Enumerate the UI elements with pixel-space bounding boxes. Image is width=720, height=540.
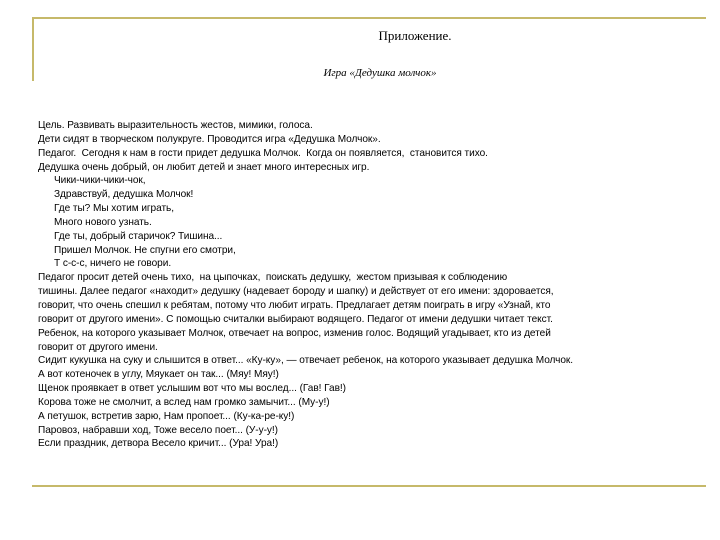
- page-title: Приложение.: [378, 28, 452, 43]
- text-line: Педагог просит детей очень тихо, на цыпочках, поискать дедушку, жестом призывая к соблюдению: [38, 272, 508, 284]
- text-line: говорит от другого имени.: [38, 341, 158, 353]
- text-line: Дети сидят в творческом полукруге. Проводится игра «Дедушка Молчок».: [38, 133, 381, 145]
- page-subtitle: Игра «Дедушка молчок»: [323, 67, 437, 79]
- text-line: Сидит кукушка на суку и слышится в ответ... «Ку-ку», — отвечает ребенок, на которого указывает дедушка Молчок.: [38, 355, 574, 367]
- text-line: А вот котеночек в углу, Мяукает он так... (Мяу! Мяу!): [38, 369, 279, 381]
- text-line: А петушок, встретив зарю, Нам пропоет... (Ку-ка-ре-ку!): [38, 410, 295, 422]
- frame-bottom-rule: [32, 485, 706, 487]
- text-line: Педагог. Сегодня к нам в гости придет дедушка Молчок. Когда он появляется, становится тихо.: [38, 147, 488, 159]
- body-text: [38, 119, 718, 451]
- verse-line: Чики-чики-чики-чок,: [54, 175, 146, 187]
- frame-top-rule: [32, 17, 706, 19]
- text-line: говорит от другого имени». С помощью считалки выбирают водящего. Педагог от имени дедушки читает текст.: [38, 313, 553, 325]
- text-line: Дедушка очень добрый, он любит детей и знает много интересных игр.: [38, 161, 370, 173]
- text-line: тишины. Далее педагог «находит» дедушку (надевает бороду и шапку) и действует от его имени: здоровается,: [38, 286, 554, 298]
- verse-line: Здравствуй, дедушка Молчок!: [54, 189, 194, 201]
- verse-line: Т с-с-с, ничего не говори.: [54, 258, 172, 270]
- text-line: Ребенок, на которого указывает Молчок, отвечает на вопрос, изменив голос. Водящий угадывает, кто из детей: [38, 327, 551, 339]
- verse-line: Где ты, добрый старичок? Тишина...: [54, 230, 223, 242]
- verse-line: Пришел Молчок. Не спугни его смотри,: [54, 244, 236, 256]
- text-line: Щенок проявкает в ответ услышим вот что мы вослед... (Гав! Гав!): [38, 383, 346, 395]
- text-line: Паровоз, набравши ход, Тоже весело поет... (У-у-у!): [38, 424, 278, 436]
- text-line: Если праздник, детвора Весело кричит... (Ура! Ура!): [38, 438, 279, 450]
- verse-line: Много нового узнать.: [54, 216, 152, 228]
- text-line: говорит, что очень спешил к ребятам, потому что любит играть. Предлагает детям поиграть в игру «Узнай, кто: [38, 299, 551, 311]
- verse-line: Где ты? Мы хотим играть,: [54, 203, 175, 215]
- text-line: Корова тоже не смолчит, а вслед нам громко замычит... (Му-у!): [38, 396, 330, 408]
- text-line: Цель. Развивать выразительность жестов, мимики, голоса.: [38, 120, 313, 131]
